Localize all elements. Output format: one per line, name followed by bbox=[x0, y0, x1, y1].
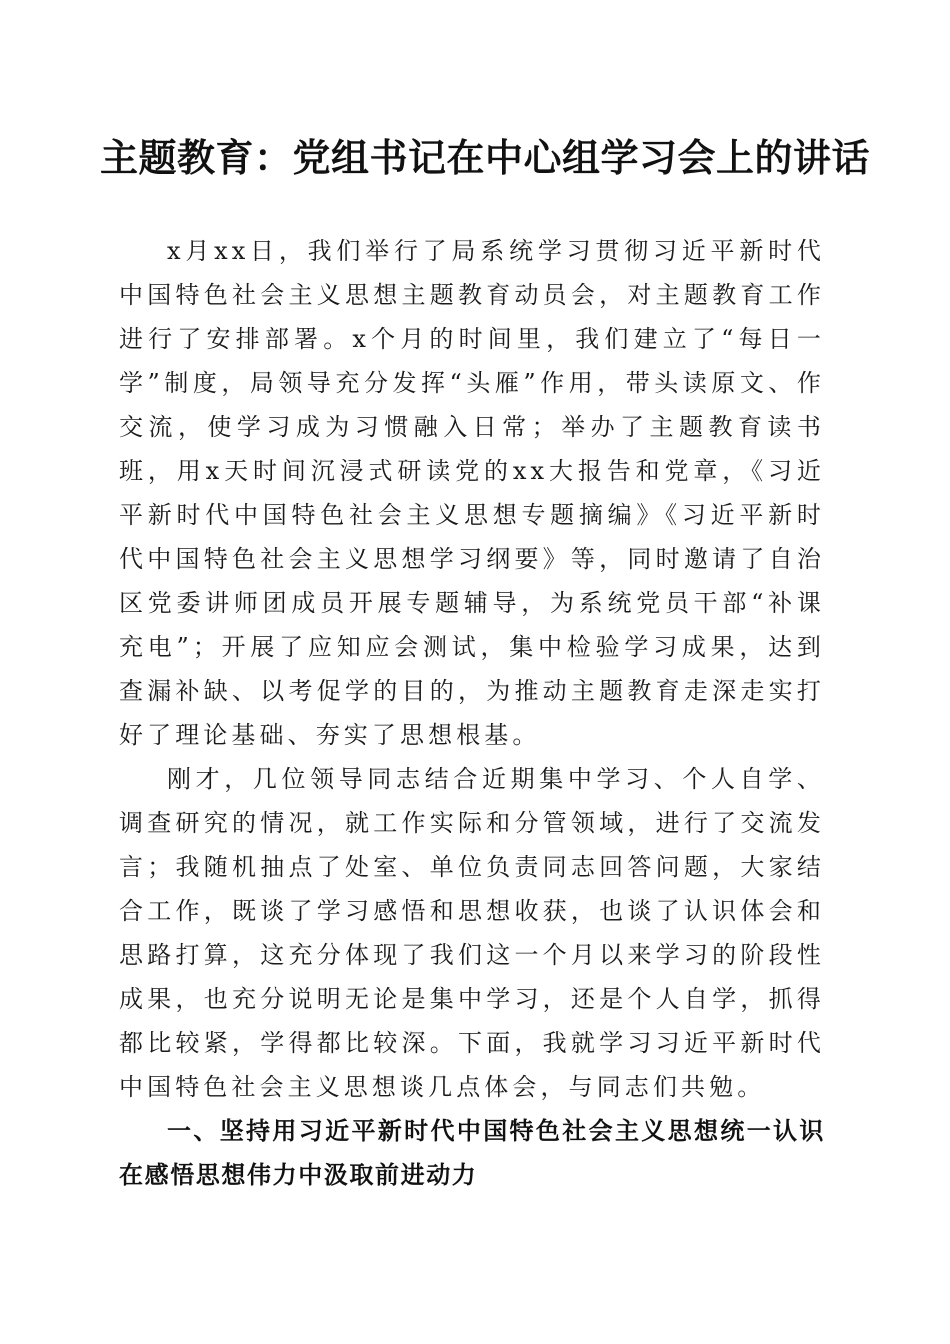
document-title: 主题教育：党组书记在中心组学习会上的讲话 bbox=[100, 135, 871, 180]
body-paragraph-2: 刚才，几位领导同志结合近期集中学习、个人自学、调查研究的情况，就工作实际和分管领域，进行了交流发言；我随机抽点了处室、单位负责同志回答问题，大家结合工作，既谈了学习感悟和思想收获，也谈了认识体会和思路打算，这充分体现了我们这一个月以来学习的阶段性成果，也充分说明无论是集中学习，还是个人自学，抓得都比较紧，学得都比较深。下面，我就学习习近平新时代中国特色社会主义思想谈几点体会，与同志们共勉。 bbox=[119, 765, 825, 1101]
body-paragraph-1: x月xx日，我们举行了局系统学习贯彻习近平新时代中国特色社会主义思想主题教育动员会，对主题教育工作进行了安排部署。x个月的时间里，我们建立了“每日一学”制度，局领导充分发挥“头雁”作用，带头读原文、作交流，使学习成为习惯融入日常；举办了主题教育读书班，用x天时间沉浸式研读党的xx大报告和党章，《习近平新时代中国特色社会主义思想专题摘编》《习近平新时代中国特色社会主义思想学习纲要》等，同时邀请了自治区党委讲师团成员开展专题辅导，为系统党员干部“补课充电”；开展了应知应会测试，集中检验学习成果，达到查漏补缺、以考促学的目的，为推动主题教育走深走实打好了理论基础、夯实了思想根基。 bbox=[119, 237, 825, 749]
section-heading-1: 一、坚持用习近平新时代中国特色社会主义思想统一认识在感悟思想伟力中汲取前进动力 bbox=[119, 1117, 825, 1189]
document-body bbox=[119, 229, 825, 1197]
